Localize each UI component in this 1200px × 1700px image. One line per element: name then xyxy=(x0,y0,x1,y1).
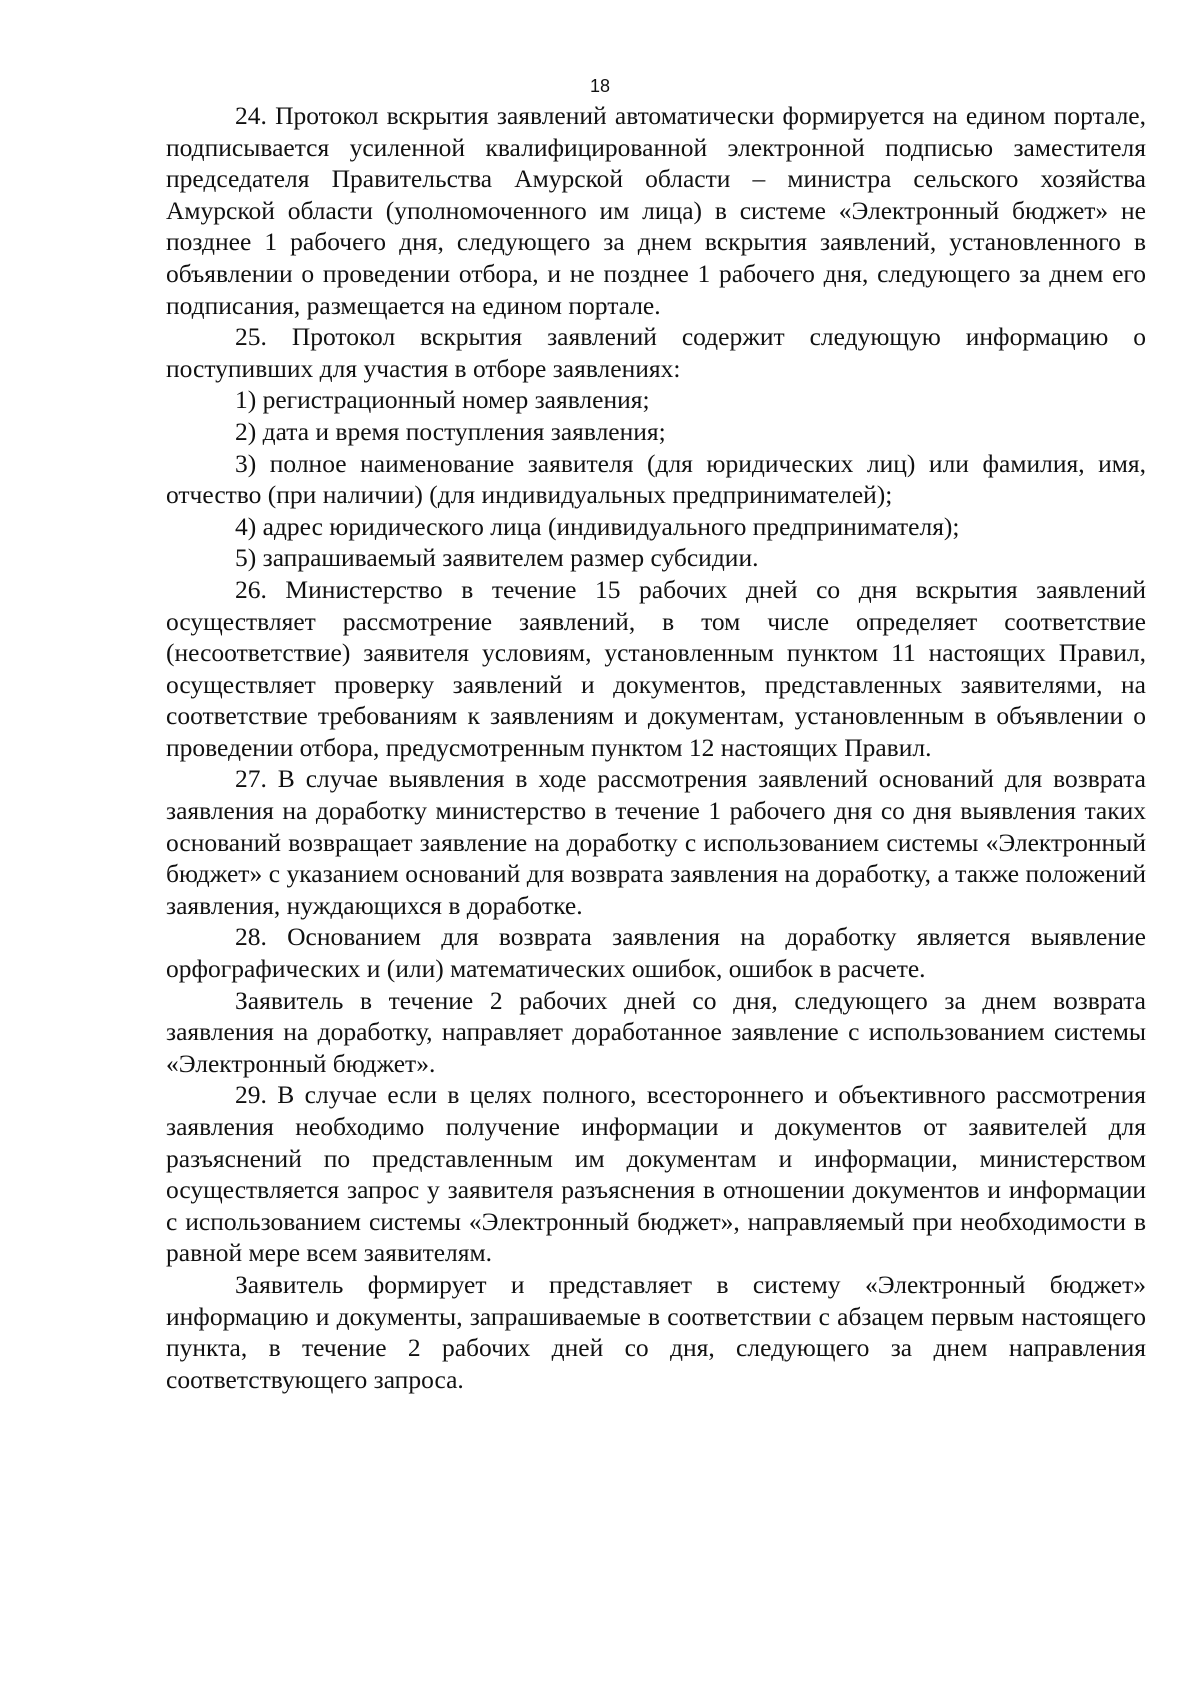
paragraph-28: 28. Основанием для возврата заявления на доработку является выявление орфографических и (или) математических ошибок, ошибок в расчете. xyxy=(166,922,1146,984)
list-item-4: 4) адрес юридического лица (индивидуального предпринимателя); xyxy=(235,511,960,541)
paragraph-25: 25. Протокол вскрытия заявлений содержит следующую информацию о поступивших для участия в отборе заявлениях: xyxy=(166,322,1146,383)
page-number: 18 xyxy=(589,76,611,96)
paragraph-29: 29. В случае если в целях полного, всестороннего и объективного рассмотрения заявления необходимо получение информации и документов от заявителей для разъяснений по представленным им документам и информации, министерством осуществляется запрос у заявителя разъяснения в отношении документов и информации с использованием системы «Электронный бюджет», направляемый при необходимости в равной мере всем заявителям. xyxy=(166,1080,1146,1268)
list-item-3: 3) полное наименование заявителя (для юридических лиц) или фамилия, имя, отчество (при наличии) (для индивидуальных предпринимателей); xyxy=(166,448,1146,510)
list-item-1: 1) регистрационный номер заявления; xyxy=(235,385,650,415)
paragraph-29-applicant: Заявитель формирует и представляет в систему «Электронный бюджет» информацию и документы, запрашиваемые в соответствии с абзацем первым настоящего пункта, в течение 2 рабочих дней со дня, следующего за днем направления соответствующего запроса. xyxy=(166,1269,1146,1394)
list-item-2: 2) дата и время поступления заявления; xyxy=(235,416,666,446)
paragraph-26: 26. Министерство в течение 15 рабочих дней со дня вскрытия заявлений осуществляет рассмотрение заявлений, в том числе определяет соответствие (несоответствие) заявителя условиям, установленным пунктом 11 настоящих Правил, осуществляет проверку заявлений и документов, представленных заявителями, на соответствие требованиям к заявлениям и документам, установленным в объявлении о проведении отбора, предусмотренным пунктом 12 настоящих Правил. xyxy=(166,574,1146,762)
list-item-5: 5) запрашиваемый заявителем размер субсидии. xyxy=(235,543,759,573)
document-body xyxy=(166,100,1146,1395)
paragraph-28-applicant: Заявитель в течение 2 рабочих дней со дня, следующего за днем возврата заявления на доработку, направляет доработанное заявление с использованием системы «Электронный бюджет». xyxy=(166,985,1146,1078)
paragraph-27: 27. В случае выявления в ходе рассмотрения заявлений оснований для возврата заявления на доработку министерство в течение 1 рабочего дня со дня выявления таких оснований возвращает заявление на доработку с использованием системы «Электронный бюджет» с указанием оснований для возврата заявления на доработку, а также положений заявления, нуждающихся в доработке. xyxy=(166,764,1146,920)
paragraph-24: 24. Протокол вскрытия заявлений автоматически формируется на едином портале, подписывается усиленной квалифицированной электронной подписью заместителя председателя Правительства Амурской области – министра сельского хозяйства Амурской области (уполномоченного им лица) в системе «Электронный бюджет» не позднее 1 рабочего дня, следующего за днем вскрытия заявлений, установленного в объявлении о проведении отбора, и не позднее 1 рабочего дня, следующего за днем его подписания, размещается на едином портале. xyxy=(166,101,1146,320)
